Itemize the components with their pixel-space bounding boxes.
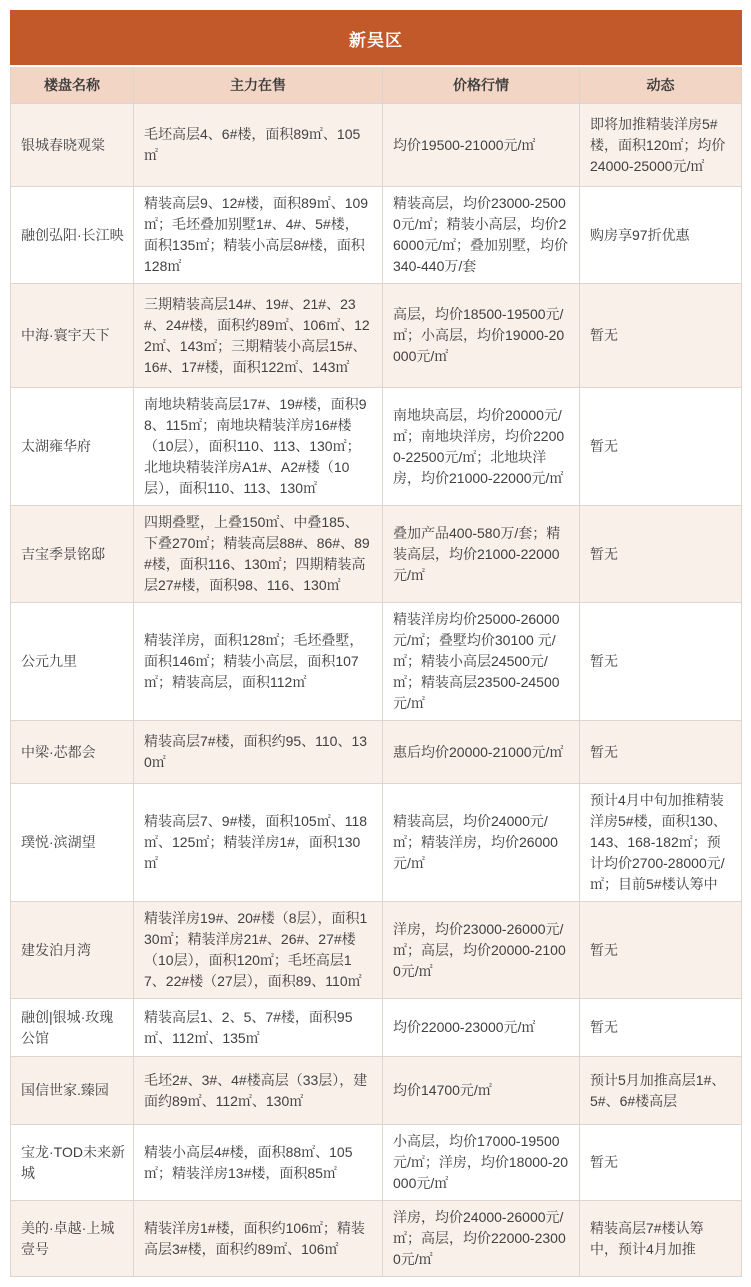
table-row bbox=[11, 784, 742, 902]
price-market-cell: 惠后均价20000-21000元/㎡ bbox=[383, 721, 580, 784]
price-market-cell: 叠加产品400-580万/套；精装高层，均价21000-22000元/㎡ bbox=[383, 506, 580, 603]
price-market-cell: 高层，均价18500-19500元/㎡；小高层，均价19000-20000元/㎡ bbox=[383, 284, 580, 388]
price-market-cell: 南地块高层，均价20000元/㎡；南地块洋房，均价22000-22500元/㎡；北地块洋房，均价21000-22000元/㎡ bbox=[383, 388, 580, 506]
main-selling-cell: 毛坯2#、3#、4#楼高层（33层），建面约89㎡、112㎡、130㎡ bbox=[134, 1057, 383, 1125]
table-row bbox=[11, 506, 742, 603]
table-row bbox=[11, 603, 742, 721]
main-selling-cell: 精装高层1、2、5、7#楼，面积95㎡、112㎡、135㎡ bbox=[134, 999, 383, 1057]
main-selling-cell: 精装小高层4#楼，面积88㎡、105㎡；精装洋房13#楼，面积85㎡ bbox=[134, 1125, 383, 1201]
column-header-property-name: 楼盘名称 bbox=[11, 66, 134, 104]
news-cell: 预计4月中旬加推精装洋房5#楼，面积130、143、168-182㎡；预计均价2700-28000元/㎡；目前5#楼认筹中 bbox=[580, 784, 742, 902]
main-selling-cell: 精装洋房19#、20#楼（8层），面积130㎡；精装洋房21#、26#、27#楼（10层），面积120㎡；毛坯高层17、22#楼（27层），面积89、110㎡ bbox=[134, 902, 383, 999]
price-market-cell: 洋房，均价24000-26000元/㎡；高层，均价22000-23000元/㎡ bbox=[383, 1201, 580, 1277]
price-market-cell: 精装高层，均价23000-25000元/㎡；精装小高层，均价26000元/㎡；叠加别墅，均价340-440万/套 bbox=[383, 187, 580, 284]
main-selling-cell: 精装高层7、9#楼，面积105㎡、118㎡、125㎡；精装洋房1#，面积130㎡ bbox=[134, 784, 383, 902]
title-row bbox=[11, 11, 742, 67]
table-row bbox=[11, 1125, 742, 1201]
property-name: 中梁·芯都会 bbox=[11, 721, 134, 784]
column-header-main-selling: 主力在售 bbox=[134, 66, 383, 104]
property-name: 融创弘阳·长江映 bbox=[11, 187, 134, 284]
table-row bbox=[11, 104, 742, 187]
table-row bbox=[11, 284, 742, 388]
price-market-cell: 均价19500-21000元/㎡ bbox=[383, 104, 580, 187]
news-cell: 暂无 bbox=[580, 284, 742, 388]
news-cell: 暂无 bbox=[580, 603, 742, 721]
property-name: 中海·寰宇天下 bbox=[11, 284, 134, 388]
table-row bbox=[11, 721, 742, 784]
table-row bbox=[11, 1057, 742, 1125]
price-market-cell: 精装洋房均价25000-26000元/㎡；叠墅均价30100 元/㎡；精装小高层24500元/㎡；精装高层23500-24500元/㎡ bbox=[383, 603, 580, 721]
news-cell: 暂无 bbox=[580, 902, 742, 999]
main-selling-cell: 精装洋房，面积128㎡；毛坯叠墅，面积146㎡；精装小高层，面积107㎡；精装高层，面积112㎡ bbox=[134, 603, 383, 721]
property-name: 建发泊月湾 bbox=[11, 902, 134, 999]
main-selling-cell: 三期精装高层14#、19#、21#、23#、24#楼，面积约89㎡、106㎡、122㎡、143㎡；三期精装小高层15#、16#、17#楼，面积122㎡、143㎡ bbox=[134, 284, 383, 388]
property-name: 璞悦·滨湖望 bbox=[11, 784, 134, 902]
main-selling-cell: 毛坯高层4、6#楼，面积89㎡、105㎡ bbox=[134, 104, 383, 187]
district-title: 新吴区 bbox=[11, 11, 742, 67]
district-table bbox=[10, 10, 742, 1277]
main-selling-cell: 精装高层9、12#楼，面积89㎡、109㎡；毛坯叠加别墅1#、4#、5#楼，面积135㎡；精装小高层8#楼，面积128㎡ bbox=[134, 187, 383, 284]
table-row bbox=[11, 187, 742, 284]
property-name: 公元九里 bbox=[11, 603, 134, 721]
property-name: 太湖雍华府 bbox=[11, 388, 134, 506]
news-cell: 暂无 bbox=[580, 388, 742, 506]
main-selling-cell: 四期叠墅，上叠150㎡、中叠185、下叠270㎡；精装高层88#、86#、89#楼，面积116、130㎡；四期精装高层27#楼，面积98、116、130㎡ bbox=[134, 506, 383, 603]
news-cell: 购房享97折优惠 bbox=[580, 187, 742, 284]
main-selling-cell: 精装高层7#楼，面积约95、110、130㎡ bbox=[134, 721, 383, 784]
price-market-cell: 精装高层，均价24000元/㎡；精装洋房，均价26000元/㎡ bbox=[383, 784, 580, 902]
news-cell: 暂无 bbox=[580, 999, 742, 1057]
price-market-cell: 均价14700元/㎡ bbox=[383, 1057, 580, 1125]
news-cell: 暂无 bbox=[580, 506, 742, 603]
property-name: 宝龙·TOD未来新城 bbox=[11, 1125, 134, 1201]
property-name: 美的·卓越·上城壹号 bbox=[11, 1201, 134, 1277]
property-name: 国信世家.臻园 bbox=[11, 1057, 134, 1125]
main-selling-cell: 南地块精装高层17#、19#楼，面积98、115㎡；南地块精装洋房16#楼（10层），面积110、113、130㎡；北地块精装洋房A1#、A2#楼（10层），面积110、113、130㎡ bbox=[134, 388, 383, 506]
table-row bbox=[11, 999, 742, 1057]
price-market-cell: 均价22000-23000元/㎡ bbox=[383, 999, 580, 1057]
table-row bbox=[11, 1201, 742, 1277]
news-cell: 预计5月加推高层1#、5#、6#楼高层 bbox=[580, 1057, 742, 1125]
column-header-row bbox=[11, 66, 742, 104]
property-name: 吉宝季景铭邸 bbox=[11, 506, 134, 603]
table-body bbox=[11, 104, 742, 1277]
news-cell: 暂无 bbox=[580, 1125, 742, 1201]
property-name: 银城春晓观棠 bbox=[11, 104, 134, 187]
news-cell: 即将加推精装洋房5#楼，面积120㎡；均价24000-25000元/㎡ bbox=[580, 104, 742, 187]
table-row bbox=[11, 388, 742, 506]
news-cell: 精装高层7#楼认筹中，预计4月加推 bbox=[580, 1201, 742, 1277]
table-row bbox=[11, 902, 742, 999]
news-cell: 暂无 bbox=[580, 721, 742, 784]
property-name: 融创|银城·玫瑰公馆 bbox=[11, 999, 134, 1057]
price-market-cell: 洋房，均价23000-26000元/㎡；高层，均价20000-21000元/㎡ bbox=[383, 902, 580, 999]
column-header-news: 动态 bbox=[580, 66, 742, 104]
column-header-price-market: 价格行情 bbox=[383, 66, 580, 104]
main-selling-cell: 精装洋房1#楼，面积约106㎡；精装高层3#楼，面积约89㎡、106㎡ bbox=[134, 1201, 383, 1277]
price-market-cell: 小高层，均价17000-19500元/㎡；洋房，均价18000-20000元/㎡ bbox=[383, 1125, 580, 1201]
